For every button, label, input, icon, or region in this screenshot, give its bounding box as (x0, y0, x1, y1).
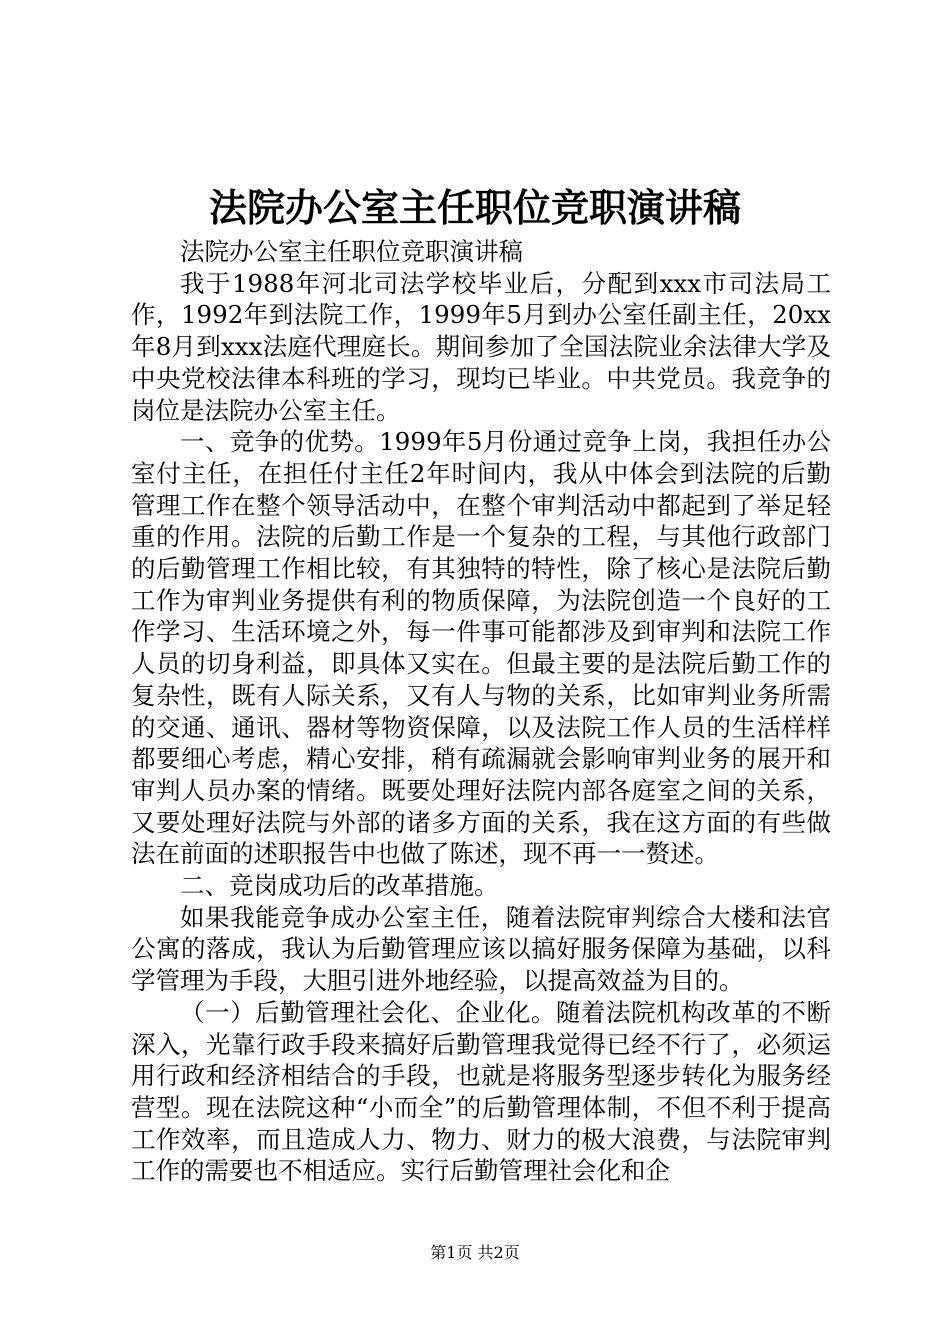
document-body (131, 236, 831, 1187)
paragraph-intro: 我于1988年河北司法学校毕业后，分配到xxx市司法局工作，1992年到法院工作，1999年5月到办公室任副主任，20xx年8月到xxx法庭代理庭长。期间参加了全国法院业余法律大学及中央党校法律本科班的学习，现均已毕业。中共党员。我竞争的岗位是法院办公室主任。 (131, 268, 831, 425)
page-footer: 第1页 共2页 (430, 1243, 520, 1262)
paragraph-reform-intro: 如果我能竞争成办公室主任，随着法院审判综合大楼和法官公寓的落成，我认为后勤管理应该以搞好服务保障为基础，以科学管理为手段，大胆引进外地经验，以提高效益为目的。 (131, 902, 831, 996)
paragraph-reform-heading: 二、竞岗成功后的改革措施。 (180, 871, 499, 901)
paragraph-advantages: 一、竞争的优势。1999年5月份通过竞争上岗，我担任办公室付主任，在担任付主任2年时间内，我从中体会到法院的后勤管理工作在整个领导活动中，在整个审判活动中都起到了举足轻重的作用。法院的后勤工作是一个复杂的工程，与其他行政部门的后勤管理工作相比较，有其独特的特性，除了核心是法院后勤工作为审判业务提供有利的物质保障，为法院创造一个良好的工作学习、生活环境之外，每一件事可能都涉及到审判和法院工作人员的切身利益，即具体又实在。但最主要的是法院后勤工作的复杂性，既有人际关系，又有人与物的关系，比如审判业务所需的交通、通讯、器材等物资保障，以及法院工作人员的生活样样都要细心考虑，精心安排，稍有疏漏就会影响审判业务的展开和审判人员办案的情绪。既要处理好法院内部各庭室之间的关系，又要处理好法院与外部的诸多方面的关系，我在这方面的有些做法在前面的述职报告中也做了陈述，现不再一一赘述。 (131, 427, 831, 869)
paragraph-subtitle: 法院办公室主任职位竞职演讲稿 (180, 237, 523, 266)
paragraph-reform-item-1: （一）后勤管理社会化、企业化。随着法院机构改革的不断深入，光靠行政手段来搞好后勤管理我觉得已经不行了，必须运用行政和经济相结合的手段，也就是将服务型逐步转化为服务经营型。现在法院这种“小而全”的后勤管理体制，不但不利于提高工作效率，而且造成人力、物力、财力的极大浪费，与法院审判工作的需要也不相适应。实行后勤管理社会化和企 (131, 997, 831, 1186)
document-title: 法院办公室主任职位竞职演讲稿 (208, 185, 741, 230)
